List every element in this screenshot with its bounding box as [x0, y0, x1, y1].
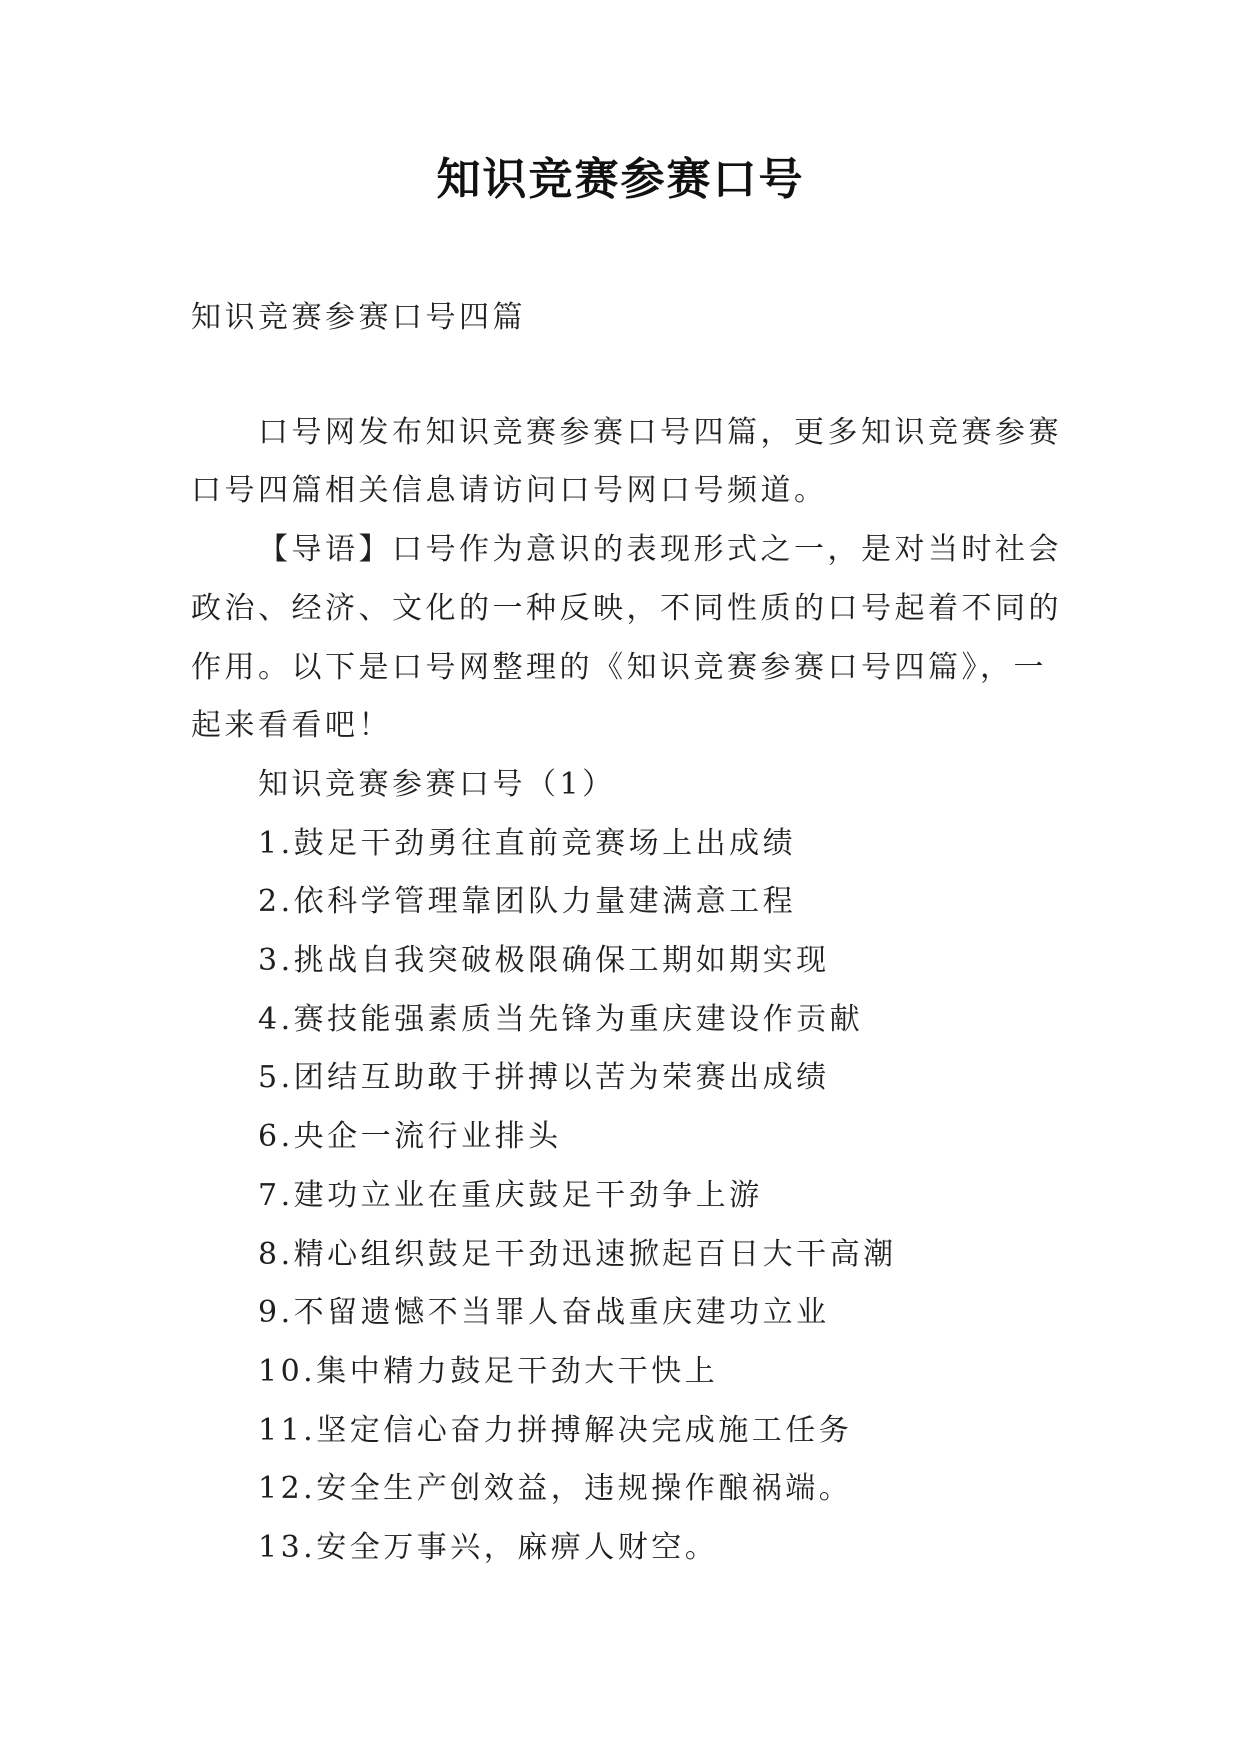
- list-item: 3.挑战自我突破极限确保工期如期实现: [258, 943, 830, 979]
- list-item: 6.央企一流行业排头: [258, 1119, 562, 1155]
- list-item: 5.团结互助敢于拼搏以苦为荣赛出成绩: [258, 1060, 830, 1096]
- list-item: 12.安全生产创效益，违规操作酿祸端。: [258, 1471, 853, 1507]
- list-item: 11.坚定信心奋力拼搏解决完成施工任务: [258, 1412, 853, 1448]
- intro-paragraph: 口号网发布知识竞赛参赛口号四篇，更多知识竞赛参赛口号四篇相关信息请访问口号网口号频道。: [191, 414, 1062, 509]
- document-body: [191, 289, 1079, 1578]
- list-item: 1.鼓足干劲勇往直前竞赛场上出成绩: [258, 825, 797, 861]
- lead-paragraph: 【导语】口号作为意识的表现形式之一，是对当时社会政治、经济、文化的一种反映，不同性质的口号起着不同的作用。以下是口号网整理的《知识竞赛参赛口号四篇》，一起来看看吧！: [191, 532, 1062, 744]
- slogan-list: [191, 815, 1079, 1578]
- section-heading: 知识竞赛参赛口号（1）: [258, 766, 616, 802]
- list-item: 10.集中精力鼓足干劲大干快上: [258, 1353, 719, 1389]
- document-subtitle: 知识竞赛参赛口号四篇: [191, 300, 526, 335]
- list-item: 2.依科学管理靠团队力量建满意工程: [258, 884, 797, 920]
- document-title: 知识竞赛参赛口号: [436, 154, 805, 205]
- list-item: 4.赛技能强素质当先锋为重庆建设作贡献: [258, 1001, 864, 1037]
- list-item: 13.安全万事兴，麻痹人财空。: [258, 1530, 719, 1566]
- list-item: 9.不留遗憾不当罪人奋战重庆建功立业: [258, 1295, 830, 1331]
- list-item: 8.精心组织鼓足干劲迅速掀起百日大干高潮: [258, 1236, 897, 1272]
- list-item: 7.建功立业在重庆鼓足干劲争上游: [258, 1177, 763, 1213]
